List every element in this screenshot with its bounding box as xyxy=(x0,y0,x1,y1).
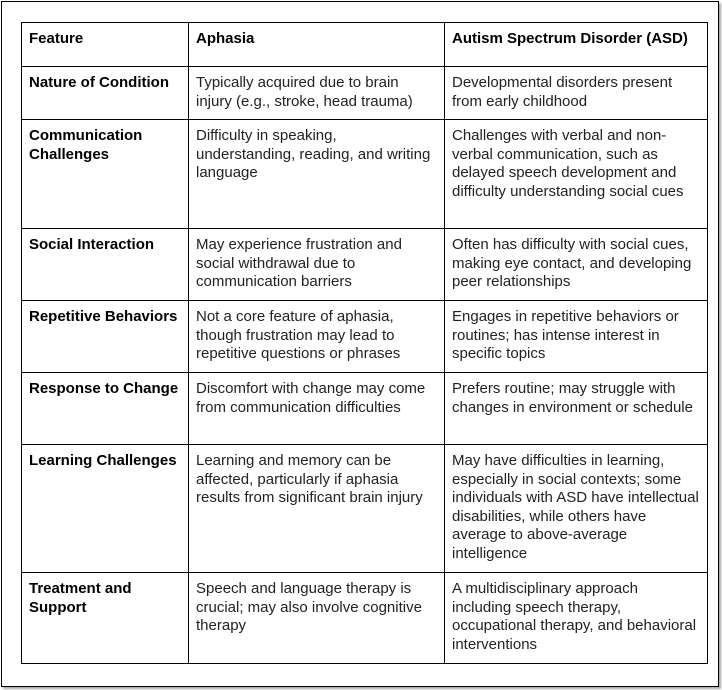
table-row xyxy=(22,301,708,373)
comparison-table xyxy=(21,22,708,664)
aphasia-cell: Speech and language therapy is crucial; may also involve cognitive therapy xyxy=(189,573,445,664)
table-row xyxy=(22,573,708,664)
table-row xyxy=(22,67,708,120)
table-row xyxy=(22,229,708,301)
table-row xyxy=(22,445,708,573)
asd-cell: Engages in repetitive behaviors or routines; has intense interest in specific topics xyxy=(445,301,708,373)
aphasia-cell: Typically acquired due to brain injury (e.g., stroke, head trauma) xyxy=(189,67,445,120)
document-frame xyxy=(1,1,719,687)
feature-cell: Nature of Condition xyxy=(22,67,189,120)
aphasia-cell: May experience frustration and social withdrawal due to communication barriers xyxy=(189,229,445,301)
aphasia-cell: Difficulty in speaking, understanding, reading, and writing language xyxy=(189,120,445,229)
asd-cell: May have difficulties in learning, especially in social contexts; some individuals with ASD have intellectual disabilities, while others have average to above-average intelligence xyxy=(445,445,708,573)
asd-cell: Often has difficulty with social cues, making eye contact, and developing peer relationships xyxy=(445,229,708,301)
table-row xyxy=(22,120,708,229)
header-asd: Autism Spectrum Disorder (ASD) xyxy=(445,23,708,67)
feature-cell: Treatment and Support xyxy=(22,573,189,664)
aphasia-cell: Not a core feature of aphasia, though frustration may lead to repetitive questions or phrases xyxy=(189,301,445,373)
feature-cell: Repetitive Behaviors xyxy=(22,301,189,373)
asd-cell: Challenges with verbal and non-verbal communication, such as delayed speech development and difficulty understanding social cues xyxy=(445,120,708,229)
table-row xyxy=(22,373,708,445)
header-feature: Feature xyxy=(22,23,189,67)
feature-cell: Learning Challenges xyxy=(22,445,189,573)
header-aphasia: Aphasia xyxy=(189,23,445,67)
asd-cell: A multidisciplinary approach including speech therapy, occupational therapy, and behavioral interventions xyxy=(445,573,708,664)
asd-cell: Developmental disorders present from early childhood xyxy=(445,67,708,120)
aphasia-cell: Learning and memory can be affected, particularly if aphasia results from significant brain injury xyxy=(189,445,445,573)
asd-cell: Prefers routine; may struggle with changes in environment or schedule xyxy=(445,373,708,445)
table-header-row xyxy=(22,23,708,67)
feature-cell: Communication Challenges xyxy=(22,120,189,229)
feature-cell: Social Interaction xyxy=(22,229,189,301)
aphasia-cell: Discomfort with change may come from communication difficulties xyxy=(189,373,445,445)
feature-cell: Response to Change xyxy=(22,373,189,445)
